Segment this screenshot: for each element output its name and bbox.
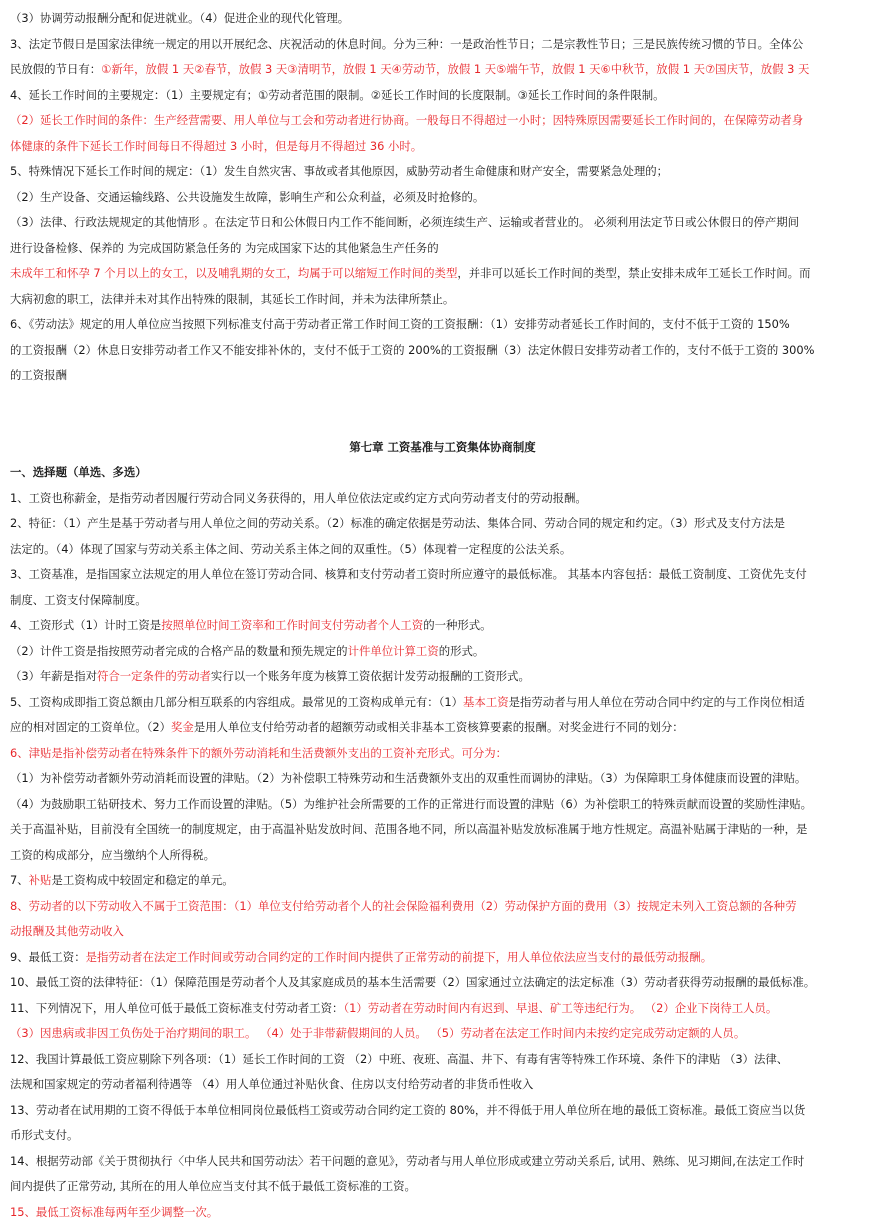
highlighted-text: （2）延长工作时间的条件：生产经营需要、用人单位与工会和劳动者进行协商。一般每日不得超过一小时；因特殊原因需要延长工作时间的，在保障劳动者身 — [10, 113, 803, 127]
body-text: 是工资构成中较固定和稳定的单元。 — [51, 873, 233, 887]
highlighted-text: 基本工资 — [463, 695, 509, 709]
wage-standard-section — [10, 486, 875, 1225]
text-line — [10, 792, 875, 818]
body-text: 5、工资构成即指工资总额由几部分相互联系的内容组成。最常见的工资构成单元有：（1） — [10, 695, 463, 709]
text-line — [10, 843, 875, 869]
text-line — [10, 6, 875, 32]
highlighted-text: 补贴 — [29, 873, 52, 887]
body-text: （3）法律、行政法规规定的其他情形 。在法定节日和公休假日内工作不能间断，必须连续生产、运输或者营业的。 必须利用法定节日或公休假日的停产期间 — [10, 215, 799, 229]
highlighted-text: 符合一定条件的劳动者 — [97, 669, 211, 683]
text-line — [10, 970, 875, 996]
highlighted-text: 6、津贴是指补偿劳动者在特殊条件下的额外劳动消耗和生活费额外支出的工资补充形式。可分为： — [10, 746, 507, 760]
body-text: 的工资报酬（2）休息日安排劳动者工作又不能安排补休的，支付不低于工资的 200%的工资报酬（3）法定休假日安排劳动者工作的，支付不低于工资的 300% — [10, 343, 814, 357]
body-text: 1、工资也称薪金，是指劳动者因履行劳动合同义务获得的，用人单位依法定或约定方式向劳动者支付的劳动报酬。 — [10, 491, 587, 505]
body-text: （2）计件工资是指按照劳动者完成的合格产品的数量和预先规定的 — [10, 644, 348, 658]
body-text: 14、根据劳动部《关于贯彻执行〈中华人民共和国劳动法〉若干问题的意见》，劳动者与用人单位形成或建立劳动关系后, 试用、熟练、见习期间,在法定工作时 — [10, 1154, 804, 1168]
body-text: 11、下列情况下，用人单位可低于最低工资标准支付劳动者工资： — [10, 1001, 343, 1015]
body-text: 7、 — [10, 873, 29, 887]
body-text: 应的相对固定的工资单位。（2） — [10, 720, 171, 734]
body-text: （3）协调劳动报酬分配和促进就业。（4）促进企业的现代化管理。 — [10, 11, 349, 25]
text-line — [10, 1047, 875, 1073]
highlighted-text: 体健康的条件下延长工作时间每日不得超过 3 小时，但是每月不得超过 36 小时。 — [10, 139, 422, 153]
chapter-title: 第七章 工资基准与工资集体协商制度 — [10, 435, 875, 461]
body-text: 制度、工资支付保障制度。 — [10, 593, 147, 607]
body-text: 10、最低工资的法律特征：（1）保障范围是劳动者个人及其家庭成员的基本生活需要（2）国家通过立法确定的法定标准（3）劳动者获得劳动报酬的最低标准。 — [10, 975, 815, 989]
text-line — [10, 945, 875, 971]
text-line — [10, 134, 875, 160]
text-line — [10, 486, 875, 512]
body-text: 币形式支付。 — [10, 1128, 78, 1142]
body-text: 6、《劳动法》规定的用人单位应当按照下列标准支付高于劳动者正常工作时间工资的工资报酬：（1）安排劳动者延长工作时间的，支付不低于工资的 150% — [10, 317, 790, 331]
highlighted-text: 8、劳动者的以下劳动收入不属于工资范围：（1）单位支付给劳动者个人的社会保险福利费用（2）劳动保护方面的费用（3）按规定未列入工资总额的各种劳 — [10, 899, 796, 913]
text-line — [10, 1149, 875, 1175]
text-line — [10, 159, 875, 185]
body-text: 4、工资形式（1）计时工资是 — [10, 618, 161, 632]
text-line — [10, 185, 875, 211]
body-text: 工资的构成部分，应当缴纳个人所得税。 — [10, 848, 215, 862]
highlighted-text: ①新年，放假 1 天②春节，放假 3 天③清明节，放假 1 天④劳动节，放假 1 天⑤端午节，放假 1 天⑥中秋节，放假 1 天⑦国庆节，放假 3 天 — [101, 62, 809, 76]
text-line — [10, 32, 875, 58]
text-line — [10, 613, 875, 639]
text-line — [10, 1200, 875, 1225]
body-text: 3、工资基准，是指国家立法规定的用人单位在签订劳动合同、核算和支付劳动者工资时所应遵守的最低标准。 其基本内容包括：最低工资制度、工资优先支付 — [10, 567, 807, 581]
text-line — [10, 312, 875, 338]
highlighted-text: 动报酬及其他劳动收入 — [10, 924, 124, 938]
body-text: （2）生产设备、交通运输线路、公共设施发生故障，影响生产和公众利益，必须及时抢修的。 — [10, 190, 484, 204]
body-text: 4、延长工作时间的主要规定：（1）主要规定有；①劳动者范围的限制。②延长工作时间的长度限制。③延长工作时间的条件限制。 — [10, 88, 665, 102]
text-line — [10, 210, 875, 236]
text-line — [10, 588, 875, 614]
text-line — [10, 996, 875, 1022]
highlighted-text: 奖金 — [171, 720, 194, 734]
text-line — [10, 894, 875, 920]
text-line — [10, 868, 875, 894]
highlighted-text: 按照单位时间工资率和工作时间支付劳动者个人工资 — [161, 618, 423, 632]
body-text: 的一种形式。 — [423, 618, 491, 632]
body-text: 大病初愈的职工，法律并未对其作出特殊的限制，其延长工作时间，并未为法律所禁止。 — [10, 292, 454, 306]
highlighted-text: 是指劳动者在法定工作时间或劳动合同约定的工作时间内提供了正常劳动的前提下，用人单位依法应当支付的最低劳动报酬。 — [86, 950, 713, 964]
body-text: 12、我国计算最低工资应剔除下列各项：（1）延长工作时间的工资 （2）中班、夜班、高温、井下、有毒有害等特殊工作环境、条件下的津贴 （3）法律、 — [10, 1052, 788, 1066]
section-spacer — [10, 389, 875, 435]
highlighted-text: 计件单位计算工资 — [348, 644, 439, 658]
body-text: 是指劳动者与用人单位在劳动合同中约定的与工作岗位相适 — [509, 695, 805, 709]
body-text: 法定的。（4）体现了国家与劳动关系主体之间、劳动关系主体之间的双重性。（5）体现着一定程度的公法关系。 — [10, 542, 571, 556]
body-text: 实行以一个账务年度为核算工资依据计发劳动报酬的工资形式。 — [211, 669, 530, 683]
text-line — [10, 639, 875, 665]
text-line — [10, 715, 875, 741]
body-text: 的形式。 — [439, 644, 485, 658]
text-line — [10, 537, 875, 563]
text-line — [10, 287, 875, 313]
highlighted-text: 15、最低工资标准每两年至少调整一次。 — [10, 1205, 218, 1219]
text-line — [10, 817, 875, 843]
body-text: 进行设备检修、保养的 为完成国防紧急任务的 为完成国家下达的其他紧急生产任务的 — [10, 241, 439, 255]
body-text: 2、特征：（1）产生是基于劳动者与用人单位之间的劳动关系。（2）标准的确定依据是劳动法、集体合同、劳动合同的规定和约定。（3）形式及支付方法是 — [10, 516, 785, 530]
body-text: 是用人单位支付给劳动者的超额劳动或相关非基本工资核算要素的报酬。对奖金进行不同的划分： — [194, 720, 684, 734]
text-line — [10, 57, 875, 83]
text-line — [10, 83, 875, 109]
text-line — [10, 1021, 875, 1047]
text-line — [10, 1174, 875, 1200]
text-line — [10, 338, 875, 364]
text-line — [10, 664, 875, 690]
labor-time-section — [10, 6, 875, 389]
text-line — [10, 511, 875, 537]
body-text: 13、劳动者在试用期的工资不得低于本单位相同岗位最低档工资或劳动合同约定工资的 80%，并不得低于用人单位所在地的最低工资标准。最低工资应当以货 — [10, 1103, 805, 1117]
text-line — [10, 1098, 875, 1124]
text-line — [10, 690, 875, 716]
highlighted-text: （1）劳动者在劳动时间内有迟到、早退、矿工等违纪行为。 （2）企业下岗待工人员。 — [343, 1001, 777, 1015]
text-line — [10, 1072, 875, 1098]
body-text: ，并非可以延长工作时间的类型，禁止安排未成年工延长工作时间。而 — [457, 266, 810, 280]
text-line — [10, 108, 875, 134]
section-heading: 一、选择题（单选、多选） — [10, 460, 875, 486]
text-line — [10, 766, 875, 792]
text-line — [10, 919, 875, 945]
body-text: 关于高温补贴，目前没有全国统一的制度规定，由于高温补贴发放时间、范围各地不同，所以高温补贴发放标准属于地方性规定。高温补贴属于津贴的一种，是 — [10, 822, 807, 836]
body-text: 5、特殊情况下延长工作时间的规定：（1）发生自然灾害、事故或者其他原因，威胁劳动者生命健康和财产安全，需要紧急处理的； — [10, 164, 668, 178]
body-text: （3）年薪是指对 — [10, 669, 97, 683]
body-text: 民放假的节日有： — [10, 62, 101, 76]
body-text: （4）为鼓励职工钻研技术、努力工作而设置的津贴。（5）为维护社会所需要的工作的正常进行而设置的津贴（6）为补偿职工的特殊贡献而设置的奖励性津贴。 — [10, 797, 812, 811]
body-text: 法规和国家规定的劳动者福利待遇等 （4）用人单位通过补贴伙食、住房以支付给劳动者的非货币性收入 — [10, 1077, 533, 1091]
text-line — [10, 236, 875, 262]
body-text: （1）为补偿劳动者额外劳动消耗而设置的津贴。（2）为补偿职工特殊劳动和生活费额外支出的双重性而调协的津贴。（3）为保障职工身体健康而设置的津贴。 — [10, 771, 806, 785]
highlighted-text: （3）因患病或非因工负伤处于治疗期间的职工。 （4）处于非带薪假期间的人员。 （5）劳动者在法定工作时间内未按约定完成劳动定额的人员。 — [10, 1026, 745, 1040]
highlighted-text: 未成年工和怀孕 7 个月以上的女工，以及哺乳期的女工，均属于可以缩短工作时间的类型 — [10, 266, 457, 280]
text-line — [10, 741, 875, 767]
text-line — [10, 562, 875, 588]
body-text: 间内提供了正常劳动, 其所在的用人单位应当支付其不低于最低工资标准的工资。 — [10, 1179, 416, 1193]
body-text: 9、最低工资： — [10, 950, 86, 964]
text-line — [10, 1123, 875, 1149]
text-line — [10, 363, 875, 389]
text-line — [10, 261, 875, 287]
body-text: 3、法定节假日是国家法律统一规定的用以开展纪念、庆祝活动的休息时间。分为三种：一是政治性节日；二是宗教性节日；三是民族传统习惯的节日。全体公 — [10, 37, 803, 51]
body-text: 的工资报酬 — [10, 368, 67, 382]
